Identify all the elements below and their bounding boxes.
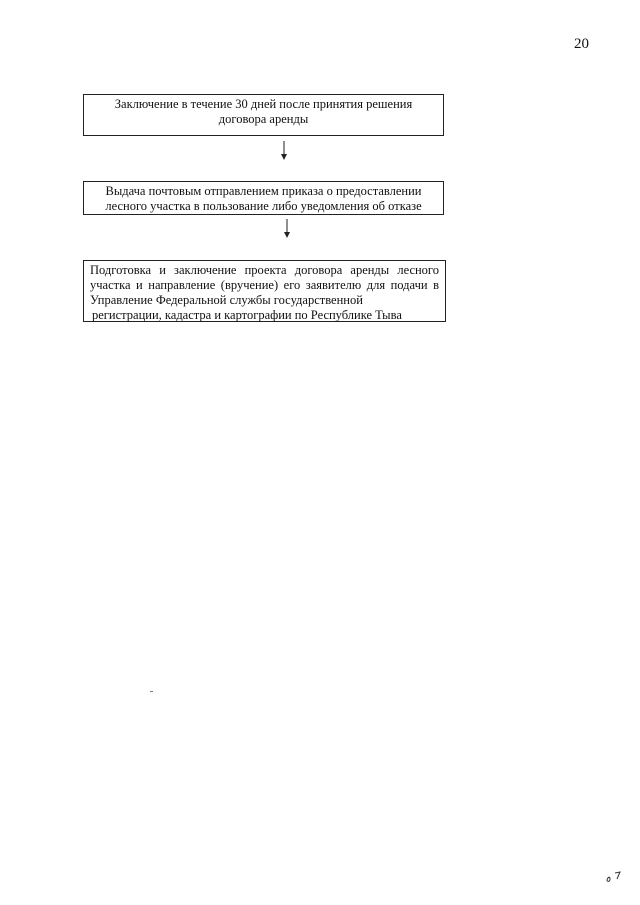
scan-speck [150, 691, 153, 692]
step-2-line-2: лесного участка в пользование либо уведомления об отказе [105, 199, 422, 213]
page-number: 20 [574, 36, 589, 52]
step-3-line-2: участка и направление (вручение) его заявителю для подачи в [90, 278, 439, 292]
arrow-down-icon [279, 141, 289, 161]
flowchart-step-3 [83, 260, 446, 322]
handwritten-mark-icon [604, 868, 624, 884]
arrow-down-icon [282, 219, 292, 239]
step-1-line-2: договора аренды [218, 112, 309, 126]
flowchart-step-1 [83, 94, 444, 136]
step-3-line-4: регистрации, кадастра и картографии по Республике Тыва [92, 308, 402, 322]
step-1-line-1: Заключение в течение 30 дней после принятия решения [114, 97, 413, 111]
step-3-line-1: Подготовка и заключение проекта договора аренды лесного [90, 263, 439, 277]
step-2-line-1: Выдача почтовым отправлением приказа о предоставлении [105, 184, 422, 198]
step-3-line-3: Управление Федеральной службы государственной [90, 293, 363, 307]
flowchart-step-2 [83, 181, 444, 215]
